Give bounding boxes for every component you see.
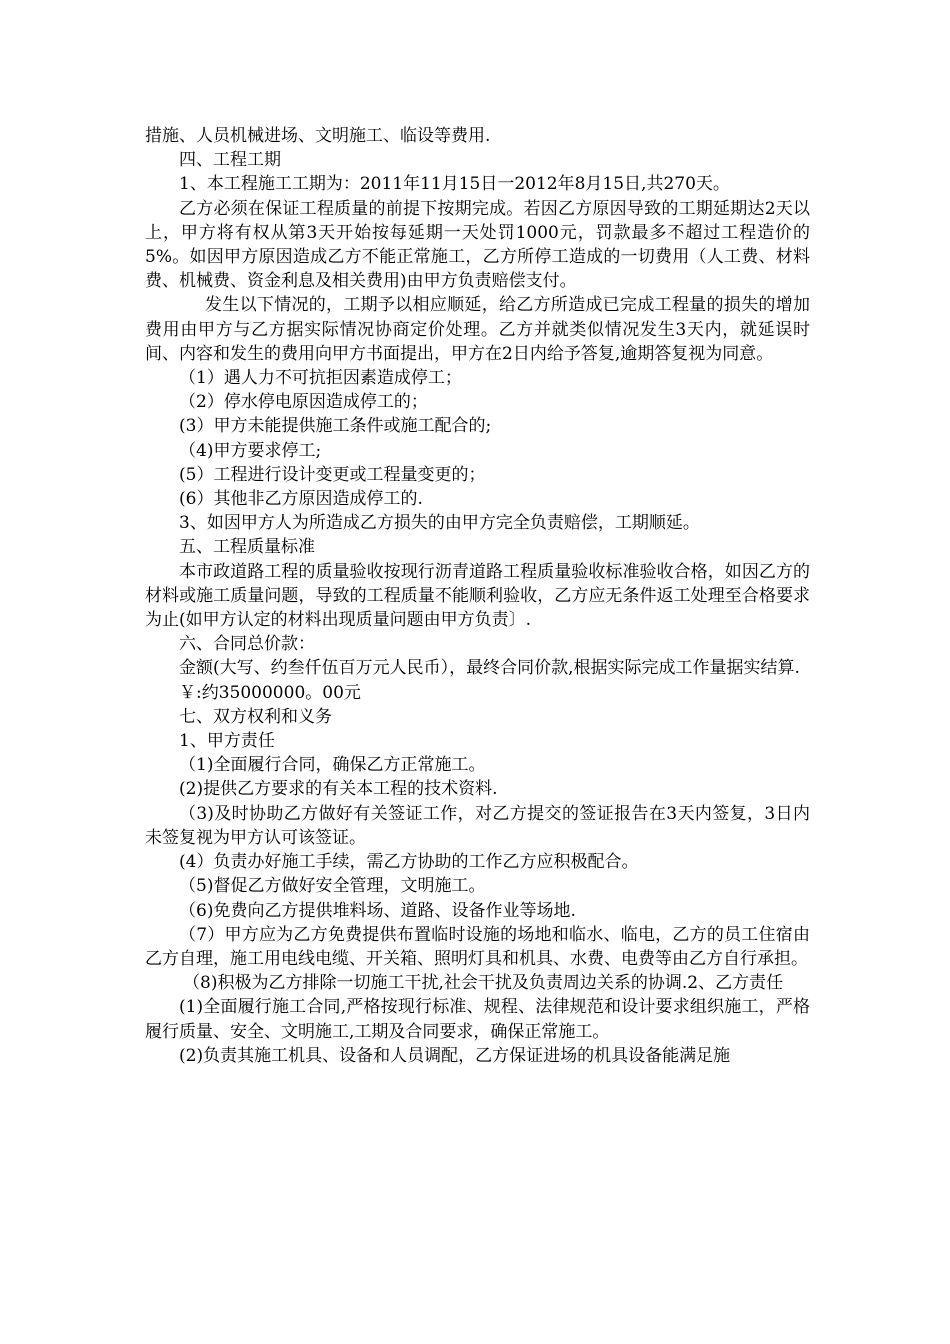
list-item: （4)甲方要求停工; bbox=[179, 440, 322, 461]
list-item: （3)及时协助乙方做好有关签证工作，对乙方提交的签证报告在3天内签复，3日内未签复视为甲方认可该签证。 bbox=[145, 803, 810, 848]
list-item: (2)负责其施工机具、设备和人员调配，乙方保证进场的机具设备能满足施 bbox=[179, 1045, 731, 1066]
subsection-heading: 1、甲方责任 bbox=[179, 731, 275, 752]
document-page bbox=[145, 124, 810, 1068]
paragraph: 措施、人员机械进场、文明施工、临设等费用. bbox=[145, 126, 491, 146]
list-item: (2)提供乙方要求的有关本工程的技术资料. bbox=[179, 779, 498, 800]
list-item: （2）停水停电原因造成停工的； bbox=[179, 392, 428, 413]
list-item: （7）甲方应为乙方免费提供布置临时设施的场地和临水、临电，乙方的员工住宿由乙方自理，施工用电线电缆、开关箱、照明灯具和机具、水费、电费等由乙方自行承担。 bbox=[145, 924, 810, 969]
paragraph: ￥:约35000000。00元 bbox=[179, 682, 361, 703]
list-item: （1）遇人力不可抗拒因素造成停工； bbox=[179, 368, 462, 389]
section-heading: 五、工程质量标准 bbox=[179, 537, 315, 558]
list-item: （8)积极为乙方排除一切施工干扰,社会干扰及负责周边关系的协调.2、乙方责任 bbox=[183, 973, 784, 994]
list-item: (4）负责办好施工手续，需乙方协助的工作乙方应积极配合。 bbox=[179, 852, 639, 873]
list-item: (5）工程进行设计变更或工程量变更的； bbox=[179, 464, 486, 485]
paragraph: 金额(大写、约叁仟伍百万元人民币），最终合同价款,根据实际完成工作量据实结算. bbox=[179, 658, 800, 679]
list-item: （6)免费向乙方提供堆料场、道路、设备作业等场地. bbox=[179, 900, 576, 921]
list-item: （5)督促乙方做好安全管理，文明施工。 bbox=[179, 876, 486, 897]
paragraph: 1、本工程施工工期为：2011年11月15日一2012年8月15日,共270天。 bbox=[179, 174, 730, 195]
section-heading: 六、合同总价款： bbox=[179, 634, 315, 655]
paragraph: 本市政道路工程的质量验收按现行沥青道路工程质量验收标准验收合格，如因乙方的材料或施工质量问题，导致的工程质量不能顺利验收，乙方应无条件返工处理至合格要求为止(如甲方认定的材料出现质量问题由甲方负责〕. bbox=[145, 561, 810, 631]
section-heading: 四、工程工期 bbox=[179, 150, 281, 171]
list-item: (3）甲方未能提供施工条件或施工配合的; bbox=[179, 416, 492, 437]
section-heading: 七、双方权利和义务 bbox=[179, 706, 332, 727]
paragraph: 乙方必须在保证工程质量的前提下按期完成。若因乙方原因导致的工期延期达2天以上，甲方将有权从第3天开始按每延期一天处罚1000元，罚款最多不超过工程造价的5%。如因甲方原因造成乙方不能正常施工，乙方所停工造成的一切费用（人工费、材料费、机械费、资金利息及相关费用)由甲方负责赔偿支付。 bbox=[145, 198, 810, 292]
list-item: （1)全面履行合同，确保乙方正常施工。 bbox=[179, 755, 486, 776]
list-item: (6）其他非乙方原因造成停工的. bbox=[179, 489, 423, 510]
paragraph: 3、如因甲方人为所造成乙方损失的由甲方完全负责赔偿，工期顺延。 bbox=[179, 513, 700, 534]
paragraph: 发生以下情况的，工期予以相应顺延，给乙方所造成已完成工程量的损失的增加费用由甲方与乙方据实际情况协商定价处理。乙方并就类似情况发生3天内，就延误时间、内容和发生的费用向甲方书面提出，甲方在2日内给予答复,逾期答复视为同意。 bbox=[145, 295, 810, 364]
list-item: (1)全面履行施工合同,严格按现行标准、规程、法律规范和设计要求组织施工，严格履行质量、安全、文明施工,工期及合同要求，确保正常施工。 bbox=[145, 997, 810, 1042]
